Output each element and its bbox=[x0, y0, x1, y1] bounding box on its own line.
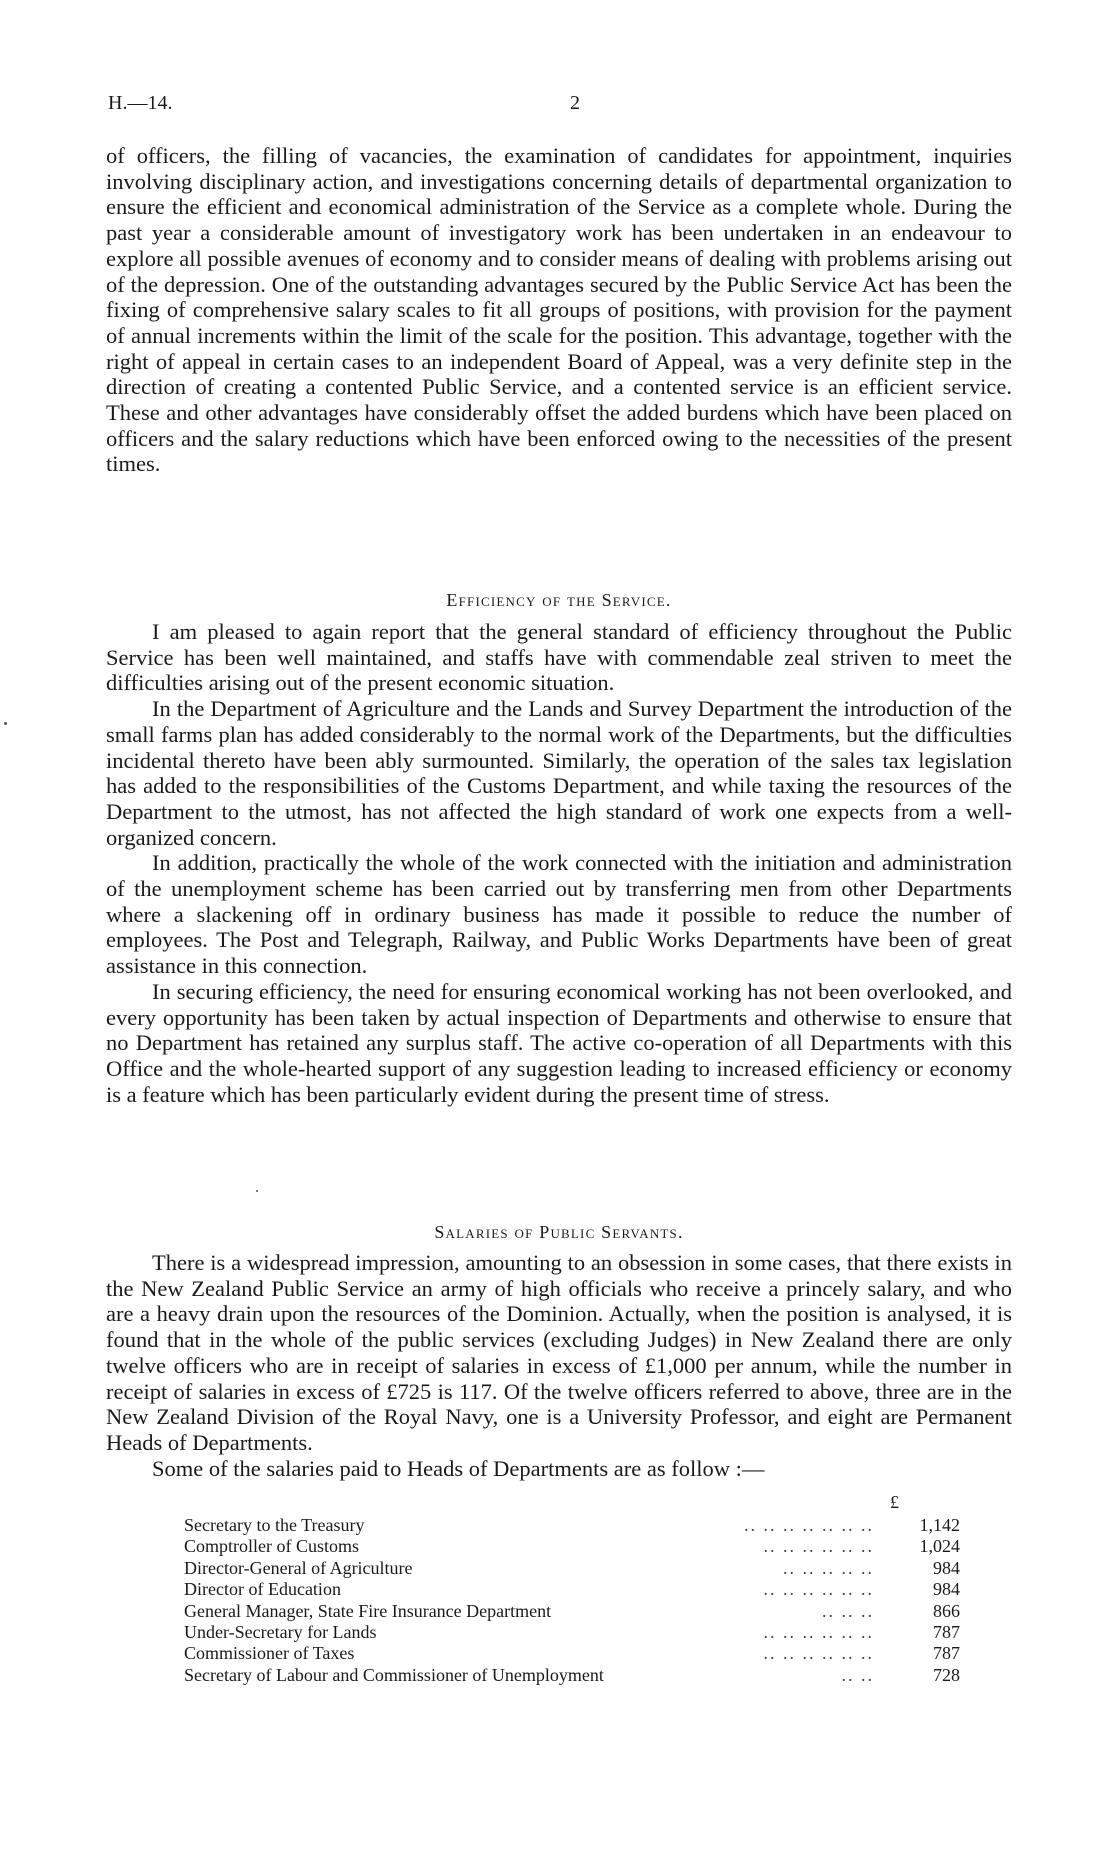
position-cell: Comptroller of Customs bbox=[184, 1536, 359, 1557]
salary-cell: 1,024 bbox=[919, 1536, 960, 1557]
salary-cell: 866 bbox=[933, 1600, 960, 1621]
intro-section bbox=[106, 143, 1012, 477]
salary-cell: 1,142 bbox=[919, 1515, 960, 1535]
salaries-paragraph-1: There is a widespread impression, amounting to an obsession in some cases, that there exists in the New Zealand Public Service an army of high officials who receive a princely salary, and who are a heavy drain upon the resources of the Dominion. Actually, when the position is analysed, it is found that in the whole of the public services (excluding Judges) in New Zealand there are only twelve officers who are in receipt of salaries in excess of £1,000 per annum, while the number in receipt of salaries in excess of £725 is 117. Of the twelve officers referred to above, three are in the New Zealand Division of the Royal Navy, one is a University Professor, and eight are Permanent Heads of Departments. bbox=[106, 1250, 1012, 1455]
salary-cell: 787 bbox=[933, 1622, 960, 1643]
salary-cell: 728 bbox=[933, 1664, 960, 1685]
efficiency-paragraph-1: I am pleased to again report that the general standard of efficiency throughout the Public Service has been well maintained, and staffs have with commendable zeal striven to meet the difficulties arising out of the present economic situation. bbox=[106, 619, 1012, 696]
scan-speck bbox=[4, 722, 7, 725]
position-cell: Director-General of Agriculture bbox=[184, 1557, 413, 1578]
position-cell: General Manager, State Fire Insurance Department bbox=[184, 1600, 552, 1621]
position-cell: Under-Secretary for Lands bbox=[184, 1622, 377, 1643]
scan-speck bbox=[256, 1190, 258, 1192]
table-row bbox=[184, 1601, 960, 1622]
efficiency-paragraph-4: In securing efficiency, the need for ensuring economical working has not been overlooked, and every opportunity has been taken by actual inspection of Departments and otherwise to ensure that no Department has retained any surplus staff. The active co-operation of all Departments with this Office and the whole-hearted support of any suggestion leading to increased efficiency or economy is a feature which has been particularly evident during the present time of stress. bbox=[106, 978, 1012, 1107]
position-cell: Secretary of Labour and Commissioner of Unemployment bbox=[184, 1664, 604, 1685]
efficiency-paragraph-3: In addition, practically the whole of the work connected with the initiation and administration of the unemployment scheme has been carried out by transferring men from other Departments where a slackening off in ordinary business has made it possible to reduce the number of employees. The Post and Telegraph, Railway, and Public Works Departments have been of great assistance in this connection. bbox=[106, 850, 1012, 979]
table-row bbox=[184, 1579, 960, 1600]
table-row bbox=[184, 1515, 960, 1536]
salaries-heading: Salaries of Public Servants. bbox=[434, 1222, 684, 1242]
salaries-section bbox=[106, 1250, 1012, 1481]
position-cell: Secretary to the Treasury bbox=[184, 1515, 365, 1535]
salary-cell: 984 bbox=[933, 1557, 960, 1578]
table-row bbox=[184, 1622, 960, 1643]
table-row bbox=[184, 1558, 960, 1579]
salary-cell: 984 bbox=[933, 1579, 960, 1600]
salaries-table bbox=[184, 1515, 960, 1686]
position-cell: Director of Education bbox=[184, 1579, 341, 1600]
dot-leader: .. .. .. .. .. .. .. bbox=[744, 1515, 874, 1535]
dot-leader: .. .. .. bbox=[822, 1600, 874, 1621]
table-row bbox=[184, 1536, 960, 1557]
page-number: 2 bbox=[570, 92, 580, 114]
dot-leader: .. .. .. .. .. .. bbox=[763, 1643, 874, 1664]
dot-leader: .. .. .. .. .. bbox=[783, 1557, 874, 1578]
efficiency-heading: Efficiency of the Service. bbox=[446, 590, 672, 610]
table-row bbox=[184, 1665, 960, 1686]
dot-leader: .. .. .. .. .. .. bbox=[763, 1536, 874, 1557]
dot-leader: .. .. .. .. .. .. bbox=[763, 1579, 874, 1600]
dot-leader: .. .. bbox=[841, 1664, 874, 1685]
efficiency-paragraph-2: In the Department of Agriculture and the Lands and Survey Department the introduction of the small farms plan has added considerably to the normal work of the Departments, but the difficulties incidental thereto have been ably surmounted. Similarly, the operation of the sales tax legislation has added to the responsibilities of the Customs Department, and while taxing the resources of the Department to the utmost, has not affected the high standard of work one expects from a well-organized concern. bbox=[106, 696, 1012, 850]
intro-paragraph: of officers, the filling of vacancies, the examination of candidates for appointment, inquiries involving disciplinary action, and investigations concerning details of departmental organization to ensure the efficient and economical administration of the Service as a complete whole. During the past year a considerable amount of investigatory work has been undertaken in an endeavour to explore all possible avenues of economy and to consider means of dealing with problems arising out of the depression. One of the outstanding advantages secured by the Public Service Act has been the fixing of comprehensive salary scales to fit all groups of positions, with provision for the payment of annual increments within the limit of the scale for the position. This advantage, together with the right of appeal in certain cases to an independent Board of Appeal, was a very definite step in the direction of creating a contented Public Service, and a contented service is an efficient service. These and other advantages have considerably offset the added burdens which have been placed on officers and the salary reductions which have been enforced owing to the necessities of the present times. bbox=[106, 143, 1012, 477]
efficiency-section bbox=[106, 619, 1012, 1107]
dot-leader: .. .. .. .. .. .. bbox=[763, 1622, 874, 1643]
position-cell: Commissioner of Taxes bbox=[184, 1643, 355, 1664]
document-reference: H.—14. bbox=[108, 92, 173, 114]
salaries-paragraph-2: Some of the salaries paid to Heads of Departments are as follow :— bbox=[152, 1455, 765, 1481]
salary-cell: 787 bbox=[933, 1643, 960, 1664]
table-row bbox=[184, 1643, 960, 1664]
page-header bbox=[108, 92, 1013, 126]
currency-unit-label: £ bbox=[890, 1492, 899, 1512]
